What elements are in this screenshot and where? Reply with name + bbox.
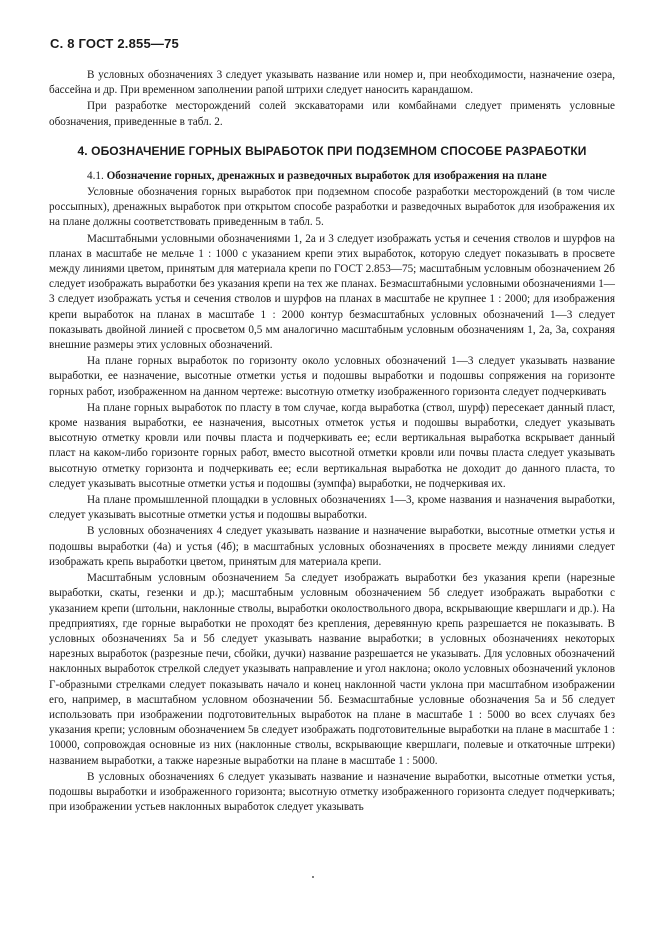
subsection-number: 4.1. <box>87 169 104 182</box>
paragraph: В условных обозначениях 4 следует указывать название и назначение выработки, высотные отметки устья и подошвы выработки (4а) и устья (4б); в масштабных условных обозначениях в просвете между линиями следует изображать крепь выработки цветом, принятым для материала крепи. <box>49 525 615 568</box>
spacer <box>49 130 615 143</box>
paragraph: Масштабными условными обозначениями 1, 2а и 3 следует изображать устья и сечения стволов и шурфов на планах в масштабе не мельче 1 : 1000 с указанием крепи этих выработок, которую следует показывать в просвете между линиями цветом, принятым для материала крепи по ГОСТ 2.853—75; масштабным условным обозначением 2б следует изображать выработки без указания крепи на тех же планах. Безмасштабными условными обозначениями 1—3 следует изображать устья и сечения стволов и шурфов на планах в масштабе не крупнее 1 : 2000; для изображения крепи выработок на планах в масштабе 1 : 2000 контур безмасштабных условных обозначений 1—3 следует показывать двойной линией с просветом 0,5 мм аналогично масштабным условным обозначениям 1, 2а, 3а, сохраняя внешние размеры этих условных обозначений. <box>49 232 615 352</box>
section-title: 4. ОБОЗНАЧЕНИЕ ГОРНЫХ ВЫРАБОТОК ПРИ ПОДЗЕМНОМ СПОСОБЕ РАЗРАБОТКИ <box>77 143 587 158</box>
paragraph: При разработке месторождений солей экскаваторами или комбайнами следует применять условные обозначения, приведенные в табл. 2. <box>49 100 615 128</box>
page-header: С. 8 ГОСТ 2.855—75 <box>50 36 179 51</box>
spacer <box>49 159 615 169</box>
paragraph: В условных обозначениях 3 следует указывать название или номер и, при необходимости, назначение озера, бассейна и др. При временном заполнении рапой штрихи следует наносить карандашом. <box>49 69 615 97</box>
paragraph: На плане промышленной площадки в условных обозначениях 1—3, кроме названия и назначения выработки, следует указывать высотные отметки устья и подошвы выработки. <box>49 494 615 522</box>
paragraph: Условные обозначения горных выработок при подземном способе разработки месторождений (в том числе россыпных), дренажных выработок при открытом способе разработки и разведочных выработок для изображения их на плане должны соответствовать приведенным в табл. 5. <box>49 186 615 229</box>
paragraph: На плане горных выработок по пласту в том случае, когда выработка (ствол, шурф) пересекает данный пласт, кроме названия выработки, ее назначения, высотных отметок устья и подошвы выработки, следует указывать высотную отметку кровли или почвы пласта и подчеркивать ее; если вертикальная выработка вскрывает данный пласт на каком-либо горизонте горных работ, вместо высотной отметки кровли или почвы пласта следует указывать высотную отметку горизонта и подчеркивать ее; если вертикальная выработка не доходит до данного пласта, то следует указывать высотные отметки устья и подошвы (зумпфа) выработки, не подчеркивая их. <box>49 401 615 490</box>
paragraph: Масштабным условным обозначением 5а следует изображать выработки без указания крепи (нарезные выработки, скаты, гезенки и др.); масштабным условным обозначением 5б следует изображать выработки с указанием крепи (штольни, наклонные стволы, выработки околоствольного двора, вскрывающие квершлаги и др.). На предприятиях, где горные выработки не проходят без крепления, деревянную крепь разрешается не показывать. В условных обозначениях 5а и 5б следует указывать название выработки; в условных обозначениях некоторых нарезных выработок (разрезные печи, сбойки, дучки) название разрешается не указывать. Для условных обозначений наклонных выработок стрелкой следует указывать направление и угол наклона; около условных обозначений уклонов Г-образными стрелками следует показывать начало и конец наклонной части уклона при масштабном изображении его, например, в масштабном условном обозначении 5б. Безмасштабные условные обозначения 5а и 5б следует использовать при изображении подготовительных выработок на плане в масштабе 1 : 5000 во всех случаях без указания крепи; условным обозначением 5в следует изображать подготовительные выработки на плане в масштабе 1 : 10000, сопровождая основные из них (наклонные стволы, вскрывающие квершлаги, полевые и откаточные штреки) названием выработки, а также нарезные выработки на плане в масштабе 1 : 5000. <box>49 572 615 767</box>
subsection-heading <box>49 169 615 184</box>
subsection-title: Обозначение горных, дренажных и разведочных выработок для изображения на плане <box>106 169 547 182</box>
paragraph: В условных обозначениях 6 следует указывать название и назначение выработки, высотные отметки устья, подошвы выработки и изображенного горизонта; высотную отметку изображенного горизонта следует подчеркивать; при изображении устьев наклонных выработок следует указывать <box>49 770 615 814</box>
scan-speck <box>312 876 314 878</box>
paragraph: На плане горных выработок по горизонту около условных обозначений 1—3 следует указывать название выработки, ее назначение, высотные отметки устья и подошвы выработки и подошвы сопряжения на горизонте горных работ, изображенном на данном чертеже: высотную отметку изображенного горизонта следует подчеркивать <box>49 355 615 398</box>
document-body <box>49 68 615 815</box>
